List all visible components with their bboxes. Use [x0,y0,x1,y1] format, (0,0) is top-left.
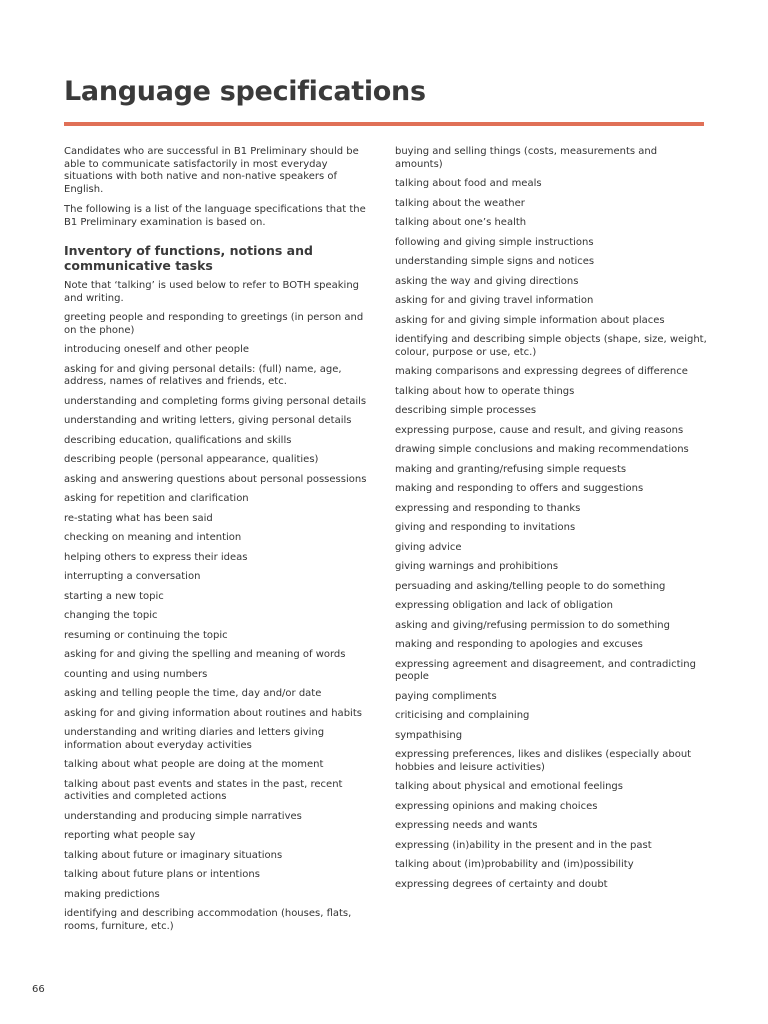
function-item: following and giving simple instructions [395,236,594,248]
function-item: making and responding to apologies and excuses [395,639,643,650]
function-item: asking for and giving personal details: (full) name, age, address, names of relatives and friends, etc. [64,363,342,387]
function-item: understanding and writing diaries and letters giving information about everyday activities [64,727,325,751]
function-item: expressing (in)ability in the present and in the past [395,839,652,851]
function-item: describing education, qualifications and skills [64,434,292,446]
function-item: understanding and producing simple narratives [64,810,302,822]
function-item: counting and using numbers [64,668,208,680]
function-item: talking about future or imaginary situations [64,849,283,861]
function-list-left [64,312,376,933]
left-column [64,146,376,940]
function-item: starting a new topic [64,590,164,602]
function-item: expressing opinions and making choices [395,800,598,812]
function-item: making predictions [64,888,160,900]
function-item: expressing and responding to thanks [395,502,581,514]
function-item: buying and selling things (costs, measurements and amounts) [395,146,658,170]
usage-note: Note that ‘talking’ is used below to refer to BOTH speaking and writing. [64,280,359,304]
function-item: expressing obligation and lack of obligation [395,600,614,611]
function-item: talking about how to operate things [395,385,575,397]
function-item: greeting people and responding to greetings (in person and on the phone) [64,312,364,336]
function-item: making and responding to offers and suggestions [395,483,644,494]
function-item: interrupting a conversation [64,571,201,582]
function-item: checking on meaning and intention [64,532,242,543]
function-item: talking about the weather [395,197,525,209]
function-item: asking for and giving travel information [395,295,594,306]
function-item: expressing degrees of certainty and doubt [395,878,608,890]
function-item: asking the way and giving directions [395,275,579,287]
function-item: making comparisons and expressing degrees of difference [395,366,688,377]
intro-paragraph: Candidates who are successful in B1 Preliminary should be able to communicate satisfactorily in most everyday situations with both native and non-native speakers of English. [64,146,359,195]
function-item: asking for and giving information about routines and habits [64,707,362,719]
section-heading: Inventory of functions, notions and communicative tasks [64,243,313,273]
function-item: expressing needs and wants [395,820,538,831]
function-item: asking for and giving the spelling and meaning of words [64,649,346,660]
function-item: talking about future plans or intentions [64,869,260,880]
function-item: introducing oneself and other people [64,344,250,355]
function-item: making and granting/refusing simple requests [395,463,627,475]
function-item: talking about (im)probability and (im)possibility [395,859,634,870]
intro-paragraph: The following is a list of the language specifications that the B1 Preliminary examination is based on. [64,204,366,228]
function-item: understanding and completing forms giving personal details [64,395,367,407]
function-list-right [395,146,707,891]
function-item: understanding simple signs and notices [395,256,595,267]
right-column [395,146,707,898]
function-item: helping others to express their ideas [64,551,248,563]
function-item: reporting what people say [64,830,196,841]
function-item: describing simple processes [395,405,537,416]
function-item: asking and giving/refusing permission to do something [395,619,670,631]
function-item: giving and responding to invitations [395,522,576,533]
page-title: Language specifications [64,76,426,107]
function-item: drawing simple conclusions and making recommendations [395,444,689,455]
function-item: criticising and complaining [395,710,530,721]
function-item: asking and answering questions about personal possessions [64,473,367,485]
function-item: talking about what people are doing at the moment [64,759,324,770]
function-item: sympathising [395,729,463,741]
function-item: expressing purpose, cause and result, and giving reasons [395,424,684,436]
function-item: expressing agreement and disagreement, and contradicting people [395,658,696,682]
function-item: identifying and describing accommodation (houses, flats, rooms, furniture, etc.) [64,908,352,932]
function-item: talking about one’s health [395,217,527,228]
function-item: talking about food and meals [395,178,542,189]
function-item: giving warnings and prohibitions [395,561,559,572]
function-item: talking about physical and emotional feelings [395,781,623,792]
function-item: understanding and writing letters, giving personal details [64,415,352,426]
title-rule [64,122,704,126]
function-item: describing people (personal appearance, qualities) [64,454,319,465]
function-item: asking for and giving simple information about places [395,314,665,326]
function-item: changing the topic [64,610,158,621]
function-item: paying compliments [395,690,497,702]
function-item: asking and telling people the time, day and/or date [64,688,322,699]
function-item: expressing preferences, likes and dislikes (especially about hobbies and leisure activities) [395,749,692,773]
function-item: resuming or continuing the topic [64,629,228,641]
function-item: identifying and describing simple objects (shape, size, weight, colour, purpose or use, etc.) [395,334,707,358]
function-item: persuading and asking/telling people to do something [395,580,666,592]
function-item: giving advice [395,541,462,553]
function-item: asking for repetition and clarification [64,493,249,504]
function-item: talking about past events and states in the past, recent activities and completed actions [64,778,343,802]
page-number: 66 [32,984,45,995]
function-item: re-stating what has been said [64,512,213,524]
